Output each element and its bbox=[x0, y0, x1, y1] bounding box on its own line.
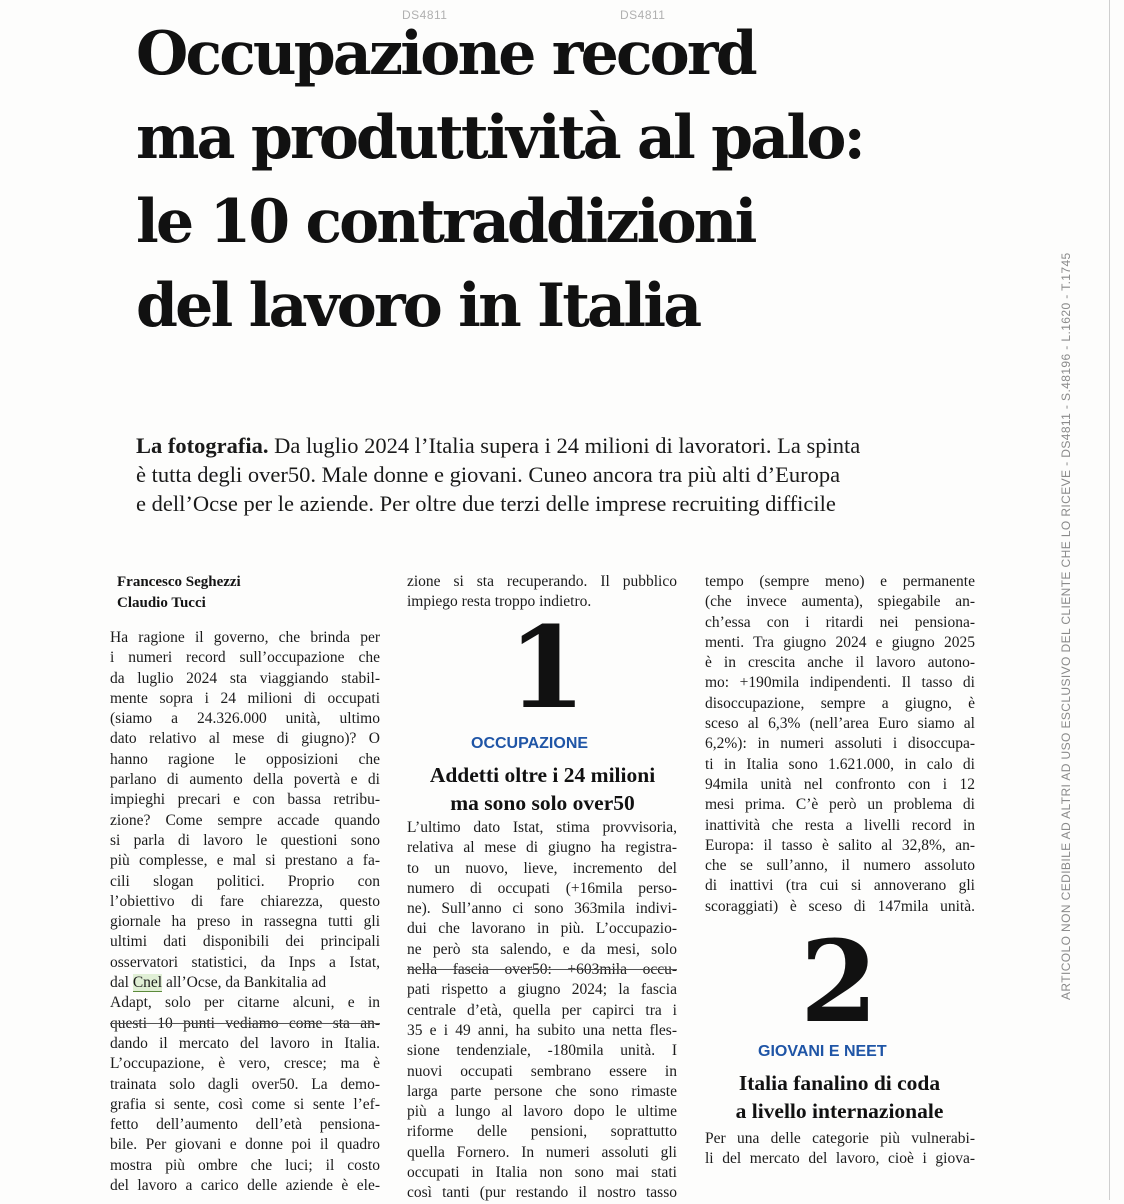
headline bbox=[136, 12, 1016, 348]
text-line: sione tendenziale, -180mila unità. I bbox=[407, 1042, 677, 1060]
subhead-line: a livello internazionale bbox=[735, 1099, 944, 1123]
text-line: si parla di lavoro le questioni sono bbox=[110, 831, 380, 849]
text-line: Per una delle categorie più vulnerabi- bbox=[705, 1130, 975, 1147]
section-kicker-giovani-neet: GIOVANI E NEET bbox=[758, 1043, 887, 1060]
text-line: to un nuovo, lieve, incremento del bbox=[407, 859, 677, 877]
text-line: (che invece aumenta), spiegabile an- bbox=[705, 593, 975, 611]
article-column-3-body bbox=[705, 1129, 975, 1170]
text-line: del lavoro a carico delle aziende è ele- bbox=[110, 1177, 380, 1195]
text-line: Ha ragione il governo, che brinda per bbox=[110, 629, 380, 646]
text-line: quella Fornero. In numeri assoluti gli bbox=[407, 1143, 677, 1161]
text-line: mostra più ombre che luci; il costo bbox=[110, 1156, 380, 1174]
subhead-line: Italia fanalino di coda bbox=[738, 1071, 941, 1095]
headline-line: del lavoro in Italia bbox=[136, 271, 700, 341]
struck-text-line: questi 10 punti vediamo come sta an- bbox=[110, 1014, 380, 1032]
text-line: tempo (sempre meno) e permanente bbox=[705, 573, 975, 590]
text-line: mente sopra i 24 milioni di occupati bbox=[110, 689, 380, 707]
headline-line: ma produttività al palo: bbox=[136, 103, 863, 173]
text-line: 6,2%): in numeri assoluti i disoccupa- bbox=[705, 735, 975, 753]
text-line: più complesse, e mal si prestano a fa- bbox=[110, 852, 380, 870]
print-code-right: DS4811 bbox=[620, 8, 666, 22]
article-column-3-top bbox=[705, 572, 975, 917]
text-line: di inattivi (tra cui si annoverano gli bbox=[705, 877, 975, 895]
text-line: zione? Come sempre accade quando bbox=[110, 811, 380, 829]
deck-line: e dell’Ocse per le aziende. Per oltre due terzi delle imprese recruiting difficile bbox=[136, 491, 836, 516]
text-line: dui che lavorano in più. L’occupazio- bbox=[407, 920, 677, 938]
text-line: dando il mercato del lavoro in Italia. bbox=[110, 1034, 380, 1052]
text-line: hanno ragione le opposizioni che bbox=[110, 750, 380, 768]
text-line: sceso al 6,3% (nell’area Euro siamo al bbox=[705, 715, 975, 733]
text-line: relativa al mese di giugno ha registra- bbox=[407, 839, 677, 857]
text-line: (siamo a 24.326.000 unità, ultimo bbox=[110, 710, 380, 728]
text-line: impieghi precari e con bassa retribu- bbox=[110, 791, 380, 809]
text-line: cili slogan politici. Proprio con bbox=[110, 872, 380, 890]
text-line: così tanti (pur restando il nostro tasso bbox=[407, 1184, 677, 1202]
text-line: mo: +190mila indipendenti. Il tasso di bbox=[705, 674, 975, 692]
deck-lead: La fotografia. bbox=[136, 433, 269, 458]
text-line: L’ultimo dato Istat, stima provvisoria, bbox=[407, 819, 677, 836]
text-line: Europa: il tasso è salito al 32,8%, an- bbox=[705, 836, 975, 854]
text-line: disoccupazione, sempre a giugno, è bbox=[705, 694, 975, 712]
headline-line: le 10 contraddizioni bbox=[136, 187, 755, 257]
text-line: centrale d’età, quella per capirci tra i bbox=[407, 1001, 677, 1019]
text-line bbox=[110, 973, 380, 993]
text-line: trainata solo dagli over50. La demo- bbox=[110, 1075, 380, 1093]
text-line: menti. Tra giugno 2024 e giugno 2025 bbox=[705, 633, 975, 651]
text-line: 94mila unità nel confronto con i 12 bbox=[705, 775, 975, 793]
text-line: i numeri record sull’occupazione che bbox=[110, 649, 380, 667]
deck-line bbox=[136, 431, 966, 460]
highlighted-word-cnel: Cnel bbox=[132, 974, 163, 992]
text-fragment: dal bbox=[110, 974, 133, 992]
text-line: pati rispetto a giugno 2024; la fascia bbox=[407, 981, 677, 999]
byline bbox=[117, 572, 241, 614]
text-line: mesi prima. C’è però un problema di bbox=[705, 796, 975, 814]
text-line: impiego resta troppo indietro. bbox=[407, 593, 592, 611]
text-line: larga parte persone che sono rimaste bbox=[407, 1082, 677, 1100]
text-line: riforme delle pensioni, soprattutto bbox=[407, 1123, 677, 1141]
text-line: giornale ha preso in rassegna tutti gli bbox=[110, 913, 380, 931]
headline-line: Occupazione record bbox=[136, 19, 755, 89]
article-column-2-body bbox=[407, 818, 677, 1204]
text-line: inattività che resta a livelli record in bbox=[705, 816, 975, 834]
text-line: li del mercato del lavoro, cioè i giova- bbox=[705, 1150, 975, 1168]
text-line: 35 e i 49 anni, ha subito una netta fles- bbox=[407, 1021, 677, 1039]
text-line: l’obiettivo di fare chiarezza, questo bbox=[110, 892, 380, 910]
subhead-line: ma sono solo over50 bbox=[450, 791, 635, 815]
text-line: ch’essa con i ritardi nei pensiona- bbox=[705, 613, 975, 631]
text-line: ti in Italia sono 1.621.000, in calo di bbox=[705, 755, 975, 773]
text-line: occupati in Italia non sono mai stati bbox=[407, 1164, 677, 1182]
author-name: Claudio Tucci bbox=[117, 595, 206, 611]
text-line: L’occupazione, è vero, cresce; ma è bbox=[110, 1055, 380, 1073]
section-number-1: 1 bbox=[508, 603, 586, 734]
deck-line: è tutta degli over50. Male donne e giovani. Cuneo ancora tra più alti d’Europa bbox=[136, 462, 841, 487]
text-line: numero di occupati (+16mila perso- bbox=[407, 879, 677, 897]
print-code-left: DS4811 bbox=[402, 8, 448, 22]
text-line: grafia si sente, così come si sente l’ef- bbox=[110, 1095, 380, 1113]
text-line: Adapt, solo per citarne alcuni, e in bbox=[110, 994, 380, 1012]
section-subhead-2 bbox=[697, 1069, 982, 1125]
section-number-2: 2 bbox=[800, 917, 878, 1048]
text-line: più a lungo al lavoro dopo le ultime bbox=[407, 1103, 677, 1121]
text-line: ultimi dati disponibili dei principali bbox=[110, 933, 380, 951]
text-line: fetto dell’aumento dell’età pensiona- bbox=[110, 1116, 380, 1134]
copyright-notice: ARTICOLO NON CEDIBILE AD ALTRI AD USO ESCLUSIVO DEL CLIENTE CHE LO RICEVE - DS4811 - S.48196 - L.1620 - T.1745 bbox=[1059, 252, 1073, 1000]
struck-text-line: nella fascia over50: +603mila occu- bbox=[407, 961, 677, 979]
text-line: ne). Sull’anno ci sono 363mila indivi- bbox=[407, 900, 677, 918]
text-fragment: all’Ocse, da Bankitalia ad bbox=[162, 974, 327, 992]
text-line: da luglio 2024 sta viaggiando stabil- bbox=[110, 669, 380, 687]
text-line: parlano di aumento della povertà e di bbox=[110, 771, 380, 789]
article-column-1 bbox=[110, 628, 380, 1196]
section-subhead-1 bbox=[400, 761, 685, 817]
text-line: nuovi occupati sembrano essere in bbox=[407, 1062, 677, 1080]
text-line: scoraggiati) è sceso di 147mila unità. bbox=[705, 897, 975, 915]
deck-text: Da luglio 2024 l’Italia supera i 24 milioni di lavoratori. La spinta bbox=[268, 433, 861, 458]
subhead-line: Addetti oltre i 24 milioni bbox=[429, 763, 656, 787]
section-kicker-occupazione: OCCUPAZIONE bbox=[471, 735, 589, 752]
text-line: zione si sta recuperando. Il pubblico bbox=[407, 573, 677, 590]
page-edge bbox=[1109, 0, 1110, 1200]
deck bbox=[136, 431, 966, 518]
author-name: Francesco Seghezzi bbox=[117, 574, 241, 590]
text-line: è in crescita anche il lavoro autono- bbox=[705, 654, 975, 672]
text-line: bile. Per giovani e donne poi il quadro bbox=[110, 1136, 380, 1154]
text-line: che se sull’anno, il numero assoluto bbox=[705, 857, 975, 875]
text-line: osservatori statistici, da Inps a Istat, bbox=[110, 953, 380, 971]
text-line: dato relativo al mese di giugno)? O bbox=[110, 730, 380, 748]
text-line: ne però sta salendo, e da mesi, solo bbox=[407, 940, 677, 958]
